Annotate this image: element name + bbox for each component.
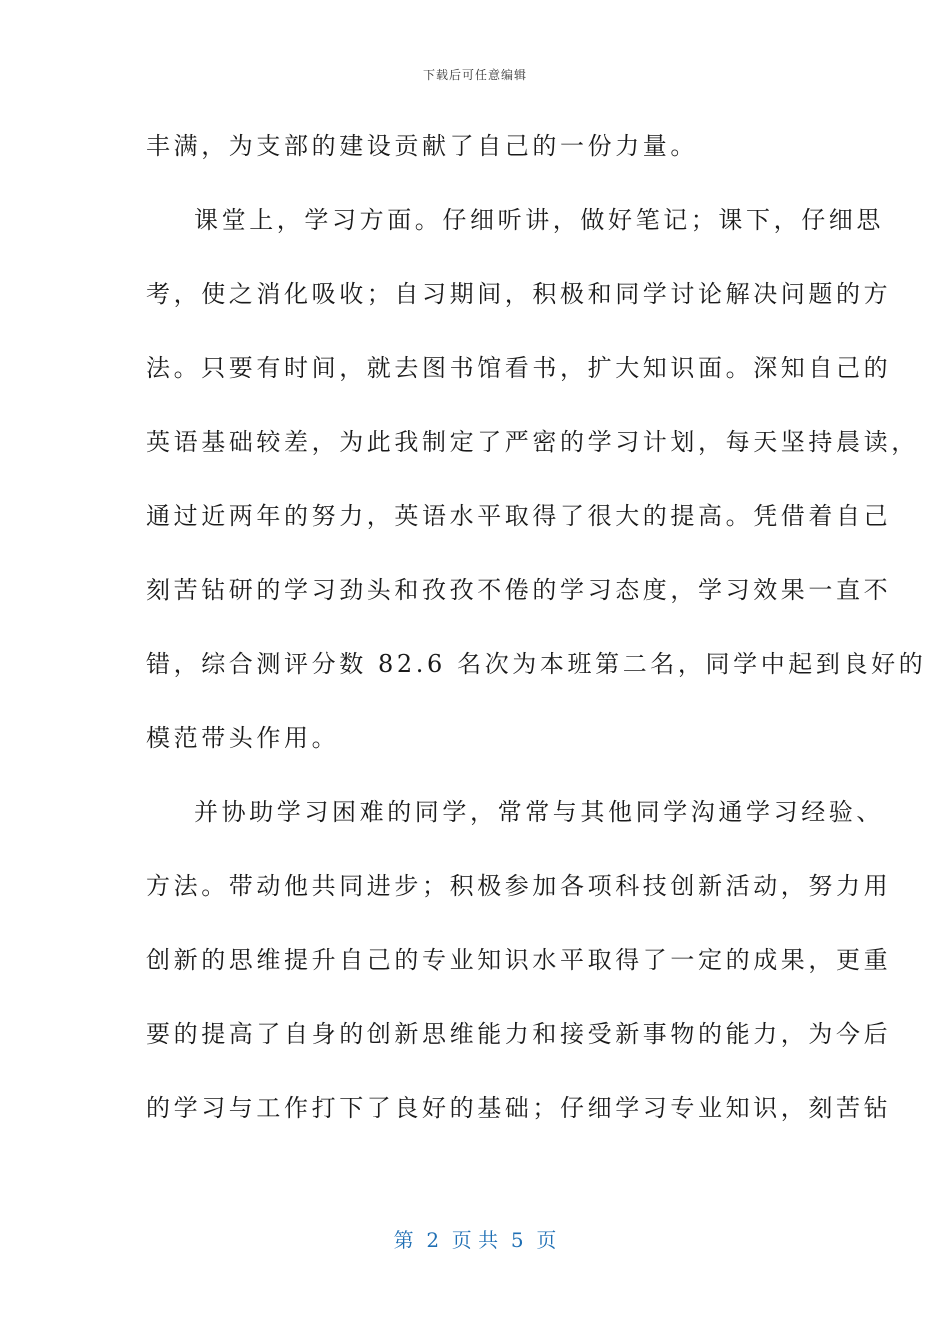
page-number-footer: 第 2 页 共 5 页: [393, 1228, 557, 1252]
paragraph-line: 法。只要有时间，就去图书馆看书，扩大知识面。深知自己的: [146, 354, 892, 382]
paragraph-line: 课堂上，学习方面。仔细听讲，做好笔记；课下，仔细思: [194, 206, 884, 234]
body-text: [146, 118, 927, 1154]
paragraph-line: 考，使之消化吸收；自习期间，积极和同学讨论解决问题的方: [146, 280, 892, 308]
paragraph-line: 并协助学习困难的同学，常常与其他同学沟通学习经验、: [194, 798, 884, 826]
paragraph-line: 错，综合测评分数 82.6 名次为本班第二名，同学中起到良好的: [146, 650, 927, 678]
paragraph-line: 创新的思维提升自己的专业知识水平取得了一定的成果，更重: [146, 946, 892, 974]
paragraph-line: 要的提高了自身的创新思维能力和接受新事物的能力，为今后: [146, 1020, 892, 1048]
paragraph-line: 刻苦钻研的学习劲头和孜孜不倦的学习态度，学习效果一直不: [146, 576, 892, 604]
paragraph-line: 丰满，为支部的建设贡献了自己的一份力量。: [146, 132, 698, 160]
paragraph-line: 通过近两年的努力，英语水平取得了很大的提高。凭借着自己: [146, 502, 892, 530]
paragraph-line: 模范带头作用。: [146, 724, 340, 752]
paragraph-line: 的学习与工作打下了良好的基础；仔细学习专业知识，刻苦钻: [146, 1094, 892, 1122]
header-note: 下载后可任意编辑: [422, 68, 527, 82]
paragraph-line: 英语基础较差，为此我制定了严密的学习计划，每天坚持晨读，: [146, 428, 919, 456]
paragraph-line: 方法。带动他共同进步；积极参加各项科技创新活动，努力用: [146, 872, 892, 900]
